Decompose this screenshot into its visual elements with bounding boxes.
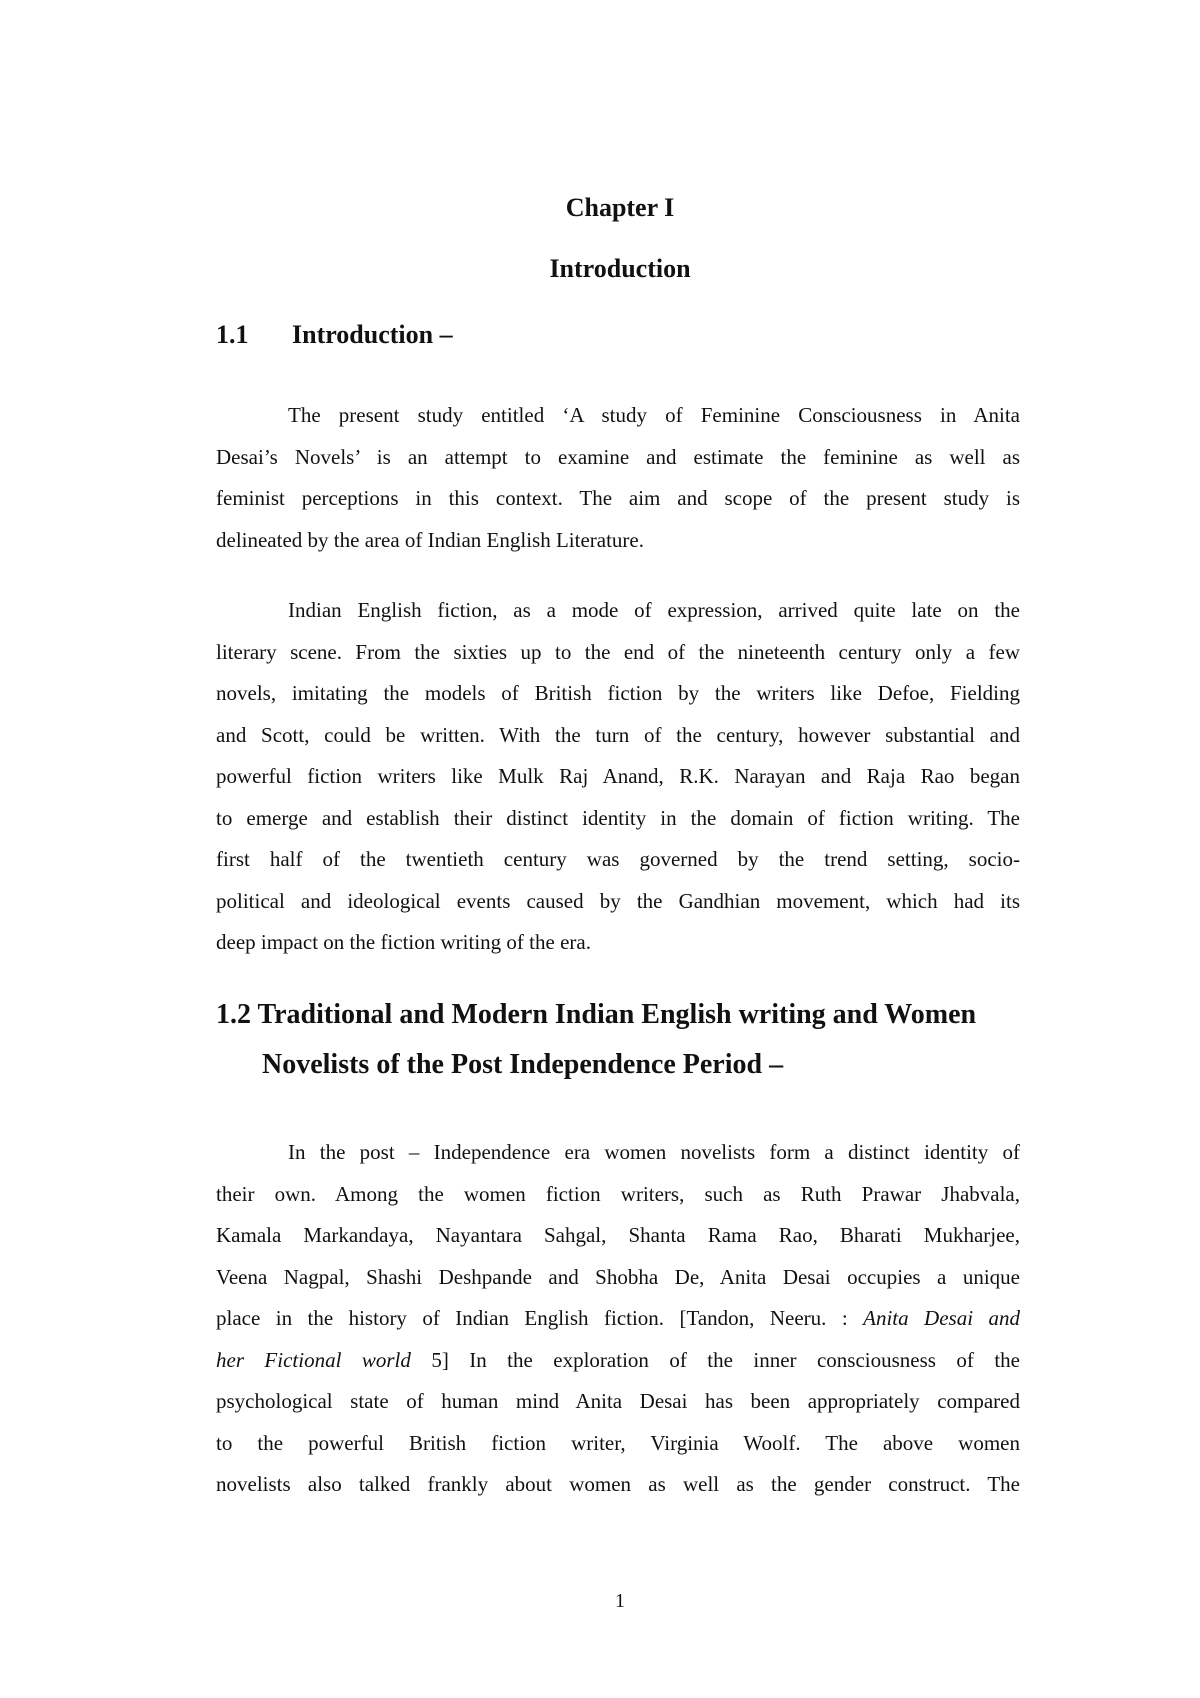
section-number: 1.1 <box>216 320 249 349</box>
paragraph-line: feminist perceptions in this context. The aim and scope of the present study is <box>216 486 1020 510</box>
section-heading-1-1 <box>216 320 453 350</box>
paragraph-line: to emerge and establish their distinct identity in the domain of fiction writing. The <box>216 805 1020 830</box>
paragraph-line <box>216 1340 1020 1382</box>
section-heading-1-2 <box>216 990 976 1090</box>
paragraph-1 <box>216 395 1020 561</box>
section-title: Introduction – <box>292 320 453 349</box>
chapter-title: Chapter I <box>565 193 675 222</box>
paragraph-line: novelists also talked frankly about women as well as the gender construct. The <box>216 1472 1020 1496</box>
paragraph-line: In the post – Independence era women novelists form a distinct identity of <box>288 1140 1020 1164</box>
paragraph-line: literary scene. From the sixties up to the end of the nineteenth century only a few <box>216 639 1020 664</box>
paragraph-line: deep impact on the fiction writing of the era. <box>216 930 591 954</box>
paragraph-line: Kamala Markandaya, Nayantara Sahgal, Shanta Rama Rao, Bharati Mukharjee, <box>216 1223 1020 1247</box>
paragraph-line: their own. Among the women fiction writers, such as Ruth Prawar Jhabvala, <box>216 1181 1020 1206</box>
section-title-line-2: Novelists of the Post Independence Period – <box>262 1049 784 1080</box>
paragraph-line: Indian English fiction, as a mode of expression, arrived quite late on the <box>288 598 1020 622</box>
page-number: 1 <box>615 1590 625 1612</box>
paragraph-3 <box>216 1132 1020 1506</box>
paragraph-line: The present study entitled ‘A study of Feminine Consciousness in Anita <box>288 403 1020 427</box>
paragraph-text: 5] In the exploration of the inner consciousness of the <box>410 1347 1020 1372</box>
paragraph-line: powerful fiction writers like Mulk Raj Anand, R.K. Narayan and Raja Rao began <box>216 764 1020 788</box>
citation-title-italic: her Fictional world <box>216 1347 411 1372</box>
citation-title-italic: Anita Desai and <box>863 1306 1020 1330</box>
paragraph-line <box>216 1298 1020 1340</box>
paragraph-line: and Scott, could be written. With the turn of the century, however substantial and <box>216 722 1020 747</box>
paragraph-line: Veena Nagpal, Shashi Deshpande and Shobha De, Anita Desai occupies a unique <box>216 1264 1020 1289</box>
paragraph-line: first half of the twentieth century was governed by the trend setting, socio- <box>216 847 1020 871</box>
paragraph-line: delineated by the area of Indian English Literature. <box>216 527 644 552</box>
section-title-line-1: 1.2 Traditional and Modern Indian English writing and Women <box>216 999 977 1030</box>
paragraph-line: psychological state of human mind Anita Desai has been appropriately compared <box>216 1389 1020 1413</box>
paragraph-line: novels, imitating the models of British fiction by the writers like Defoe, Fielding <box>216 681 1020 705</box>
paragraph-2 <box>216 590 1020 964</box>
paragraph-line: to the powerful British fiction writer, Virginia Woolf. The above women <box>216 1430 1020 1455</box>
paragraph-text: place in the history of Indian English fiction. [Tandon, Neeru. : <box>216 1306 864 1330</box>
paragraph-line: Desai’s Novels’ is an attempt to examine and estimate the feminine as well as <box>216 444 1020 469</box>
paragraph-line: political and ideological events caused by the Gandhian movement, which had its <box>216 888 1020 913</box>
chapter-subtitle: Introduction <box>549 254 691 283</box>
